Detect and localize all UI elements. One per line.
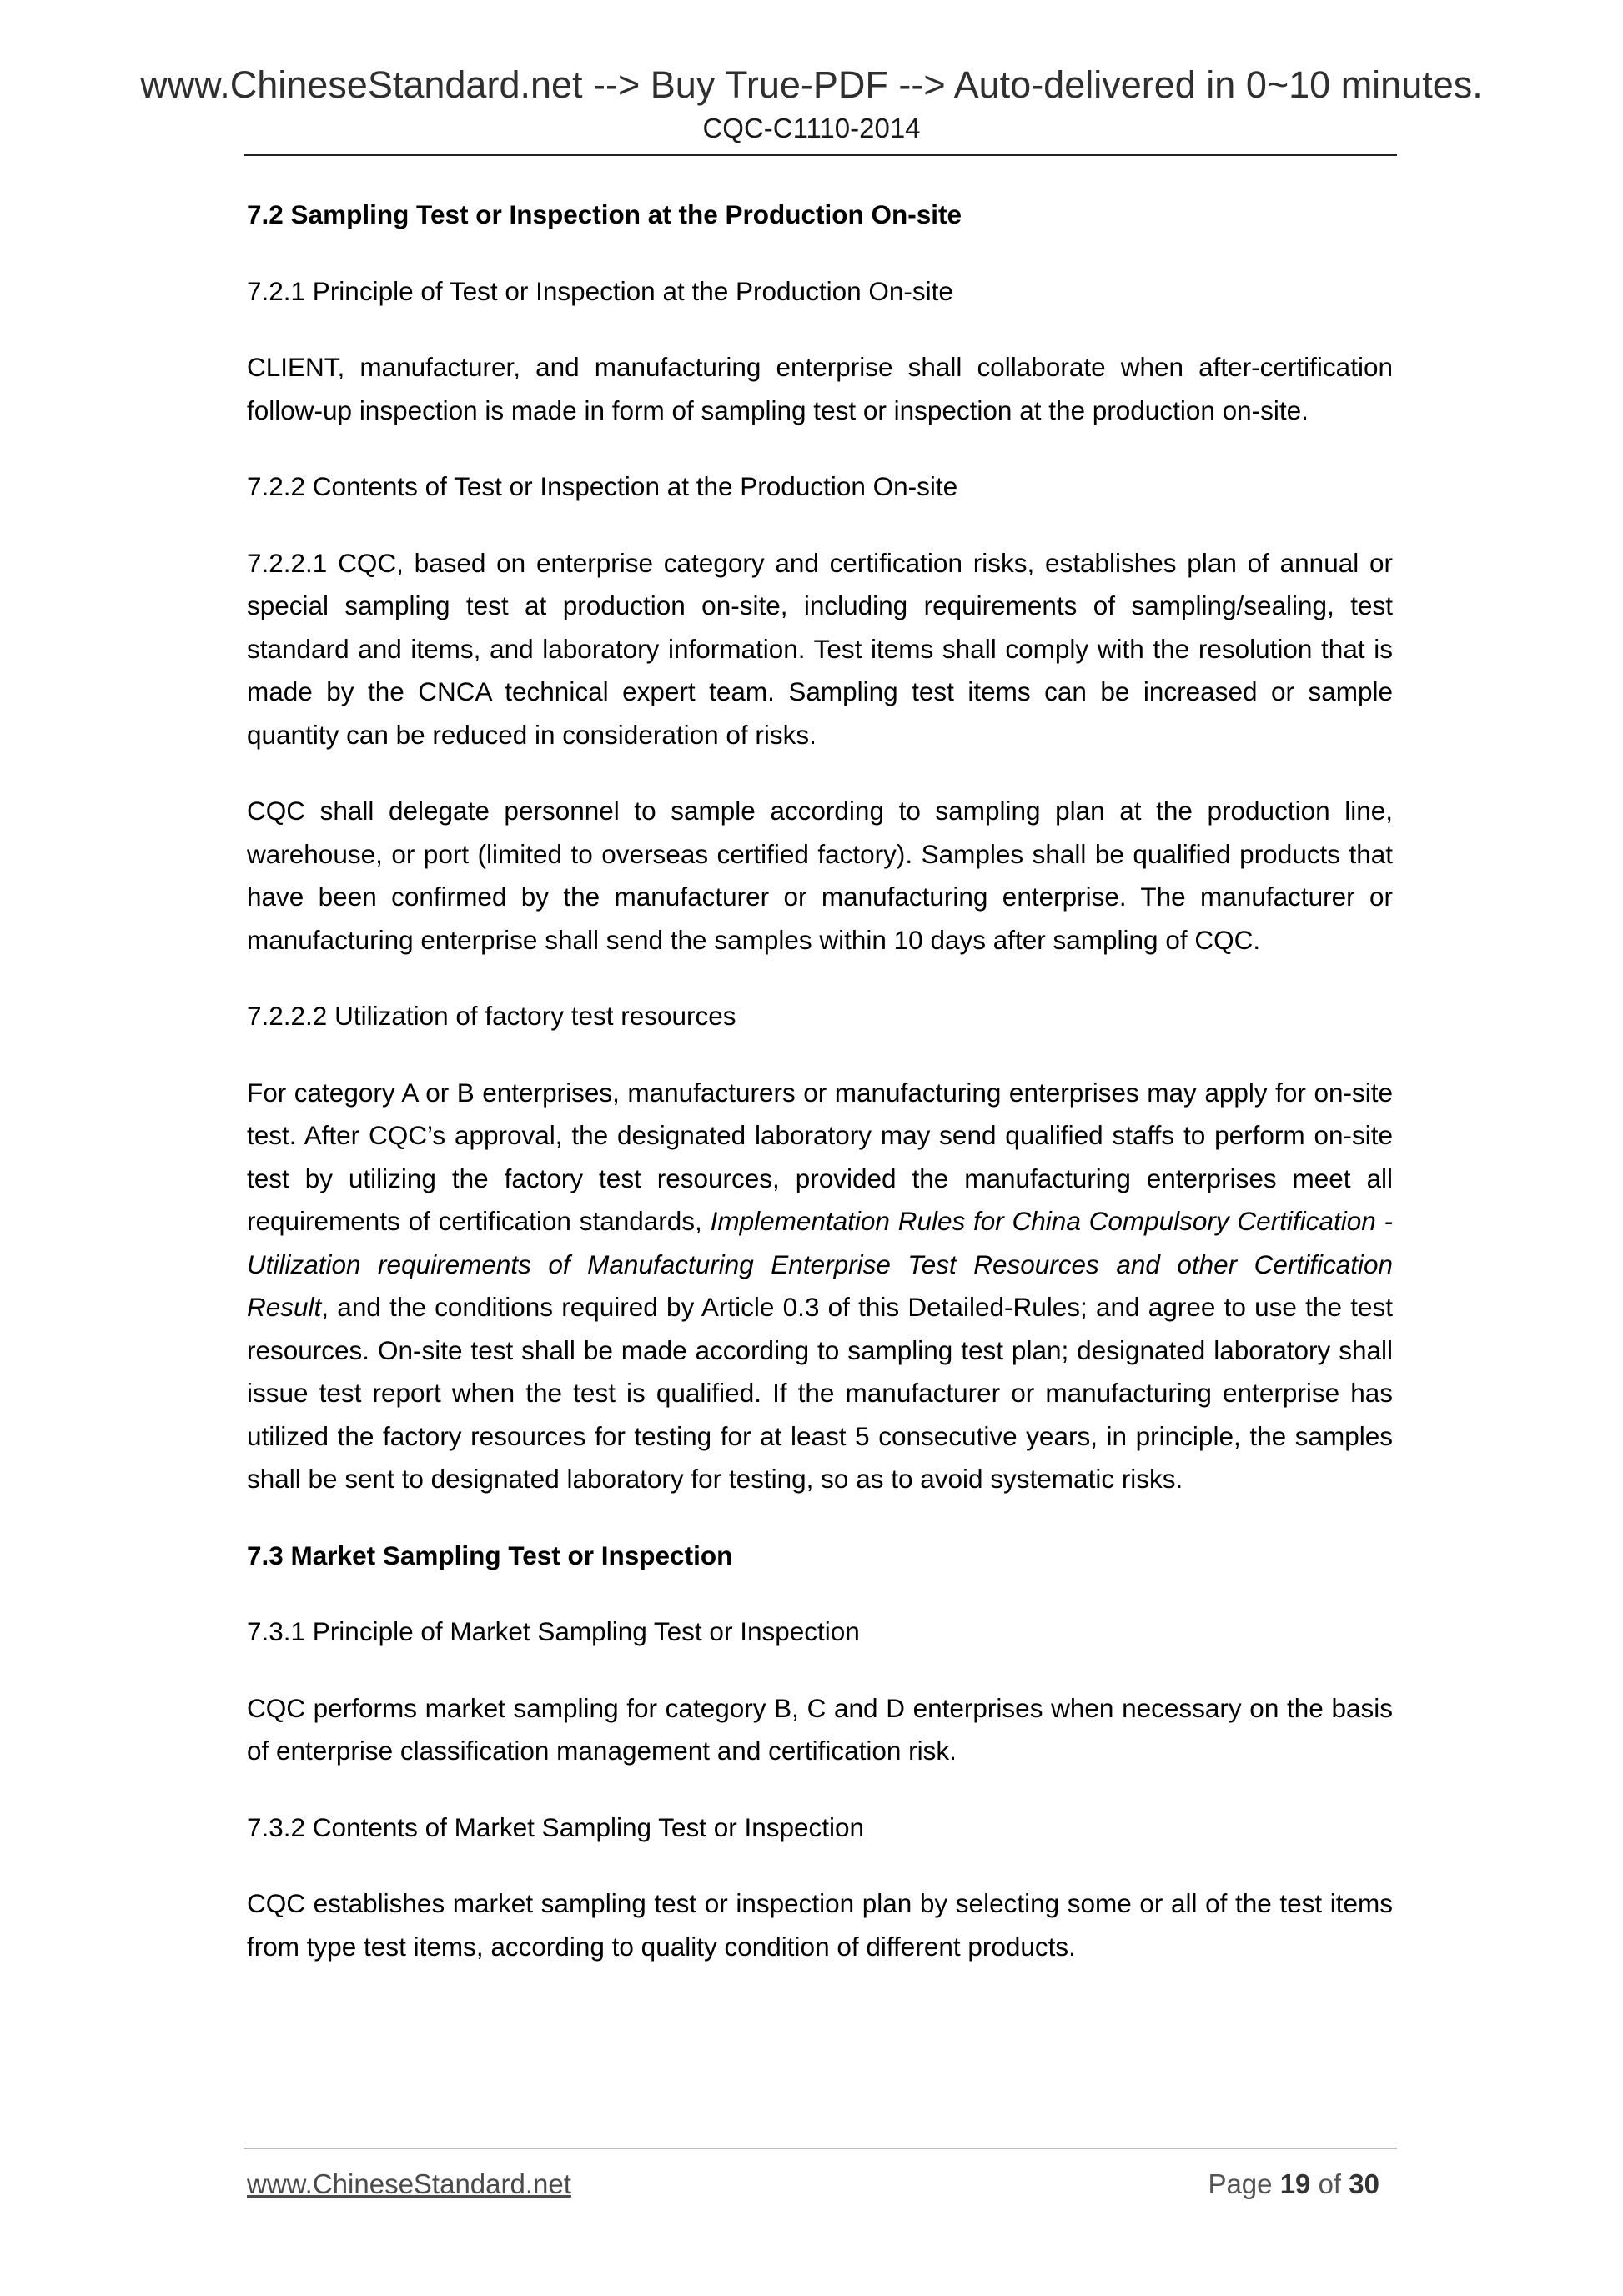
subsection-heading-7-3-1: 7.3.1 Principle of Market Sampling Test or Inspection xyxy=(247,1616,860,1646)
header-divider xyxy=(244,154,1397,156)
paragraph-7-2-1: CLIENT, manufacturer, and manufacturing enterprise shall collaborate when after-certification follow-up inspection is made in form of sampling test or inspection at the production on-site. xyxy=(247,352,1393,425)
footer-site-link[interactable]: www.ChineseStandard.net xyxy=(247,2168,571,2199)
paragraph-7-2-2-1-sampling: CQC shall delegate personnel to sample according to sampling plan at the production line, warehouse, or port (limited to overseas certified factory). Samples shall be qualified products that have been confirmed by the manufacturer or manufacturing enterprise. The manufacturer or manufacturing enterprise shall send the samples within 10 days after sampling of CQC. xyxy=(247,796,1393,955)
page-prefix: Page xyxy=(1208,2168,1273,2199)
paragraph-7-3-2: CQC establishes market sampling test or inspection plan by selecting some or all of the test items from type test items, according to quality condition of different products. xyxy=(247,1888,1393,1962)
page-of: of xyxy=(1318,2168,1342,2199)
paragraph-7-2-2-1: 7.2.2.1 CQC, based on enterprise category and certification risks, establishes plan of annual or special sampling test at production on-site, including requirements of sampling/sealing, test standard and items, and laboratory information. Test items shall comply with the resolution that is made by the CNCA technical expert team. Sampling test items can be increased or sample quantity can be reduced in consideration of risks. xyxy=(247,547,1393,750)
subsection-heading-7-2-2: 7.2.2 Contents of Test or Inspection at the Production On-site xyxy=(247,471,958,501)
implementation-rules-title: Implementation Rules for China Compulsory Certification - Utilization requirements of Manufacturing Enterprise Test Resources and other Certification Result xyxy=(247,1206,1393,1322)
paragraph-7-2-2-2-part-b: , and the conditions required by Article 0.3 of this Detailed-Rules; and agree to use the test resources. On-site test shall be made according to sampling test plan; designated laboratory shall issue test report when the test is qualified. If the manufacturer or manufacturing enterprise has utilized the factory resources for testing for at least 5 consecutive years, in principle, the samples shall be sent to designated laboratory for testing, so as to avoid systematic risks. xyxy=(247,1292,1393,1494)
site-banner: www.ChineseStandard.net --> Buy True-PDF --> Auto-delivered in 0~10 minutes. xyxy=(140,63,1483,106)
paragraph-7-3-1: CQC performs market sampling for category B, C and D enterprises when necessary on the basis of enterprise classification management and certification risk. xyxy=(247,1692,1393,1766)
document-code: CQC-C1110-2014 xyxy=(702,113,921,143)
page-current: 19 xyxy=(1279,2168,1311,2199)
subsection-heading-7-3-2: 7.3.2 Contents of Market Sampling Test or Inspection xyxy=(247,1811,865,1842)
subsection-heading-7-2-2-2: 7.2.2.2 Utilization of factory test resources xyxy=(247,1001,736,1031)
page-total: 30 xyxy=(1349,2168,1379,2199)
subsection-heading-7-2-1: 7.2.1 Principle of Test or Inspection at the Production On-site xyxy=(247,275,953,306)
section-heading-7-3: 7.3 Market Sampling Test or Inspection xyxy=(247,1540,733,1570)
page-number xyxy=(1208,2168,1379,2201)
footer-divider xyxy=(244,2148,1397,2149)
paragraph-7-2-2-2 xyxy=(247,1072,1393,1501)
paragraph-7-2-2-2-part-a: For category A or B enterprises, manufacturers or manufacturing enterprises may apply for on-site test. After CQC’s approval, the designated laboratory may send qualified staffs to perform on-site test by utilizing the factory test resources, provided the manufacturing enterprises meet all requirements of certification standards, xyxy=(247,1077,1393,1236)
section-heading-7-2: 7.2 Sampling Test or Inspection at the Production On-site xyxy=(247,199,962,229)
document-body xyxy=(247,193,1393,2002)
